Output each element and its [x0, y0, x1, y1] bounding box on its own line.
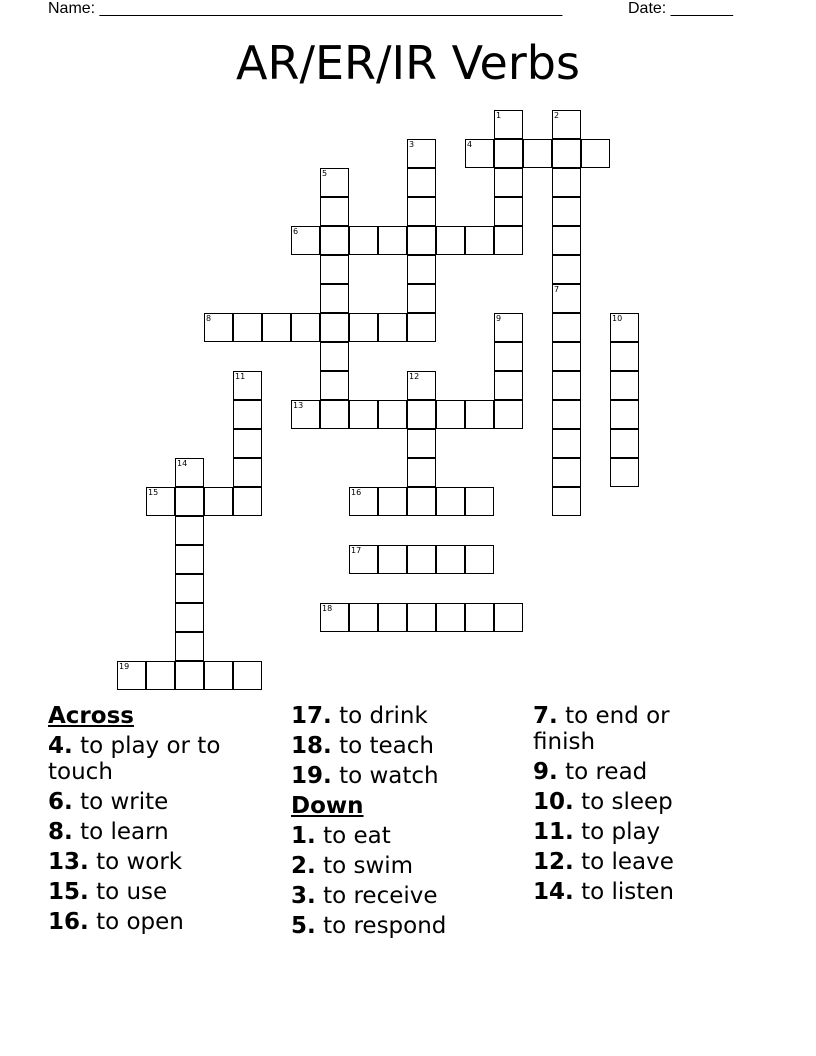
- grid-cell[interactable]: [494, 342, 523, 371]
- grid-cell[interactable]: [407, 545, 436, 574]
- grid-cell[interactable]: [465, 226, 494, 255]
- clue-item: [291, 853, 527, 879]
- clue-item: [533, 819, 703, 845]
- grid-cell[interactable]: [378, 545, 407, 574]
- clue-item: [48, 789, 276, 815]
- date-field: Date: _______: [628, 0, 733, 17]
- name-field: Name: ____________________________________________________: [48, 0, 563, 17]
- clue-column-3: [533, 703, 703, 909]
- cell-number: 12: [409, 372, 420, 381]
- clue-text: to eat: [323, 823, 391, 849]
- clue-text: to leave: [581, 849, 674, 875]
- grid-cell[interactable]: [436, 487, 465, 516]
- grid-cell[interactable]: [552, 429, 581, 458]
- clue-number: 3.: [291, 883, 316, 909]
- grid-cell[interactable]: [320, 371, 349, 400]
- grid-cell[interactable]: [233, 313, 262, 342]
- grid-cell[interactable]: [552, 226, 581, 255]
- grid-cell[interactable]: [494, 371, 523, 400]
- cell-number: 16: [351, 488, 362, 497]
- grid-cell[interactable]: [407, 168, 436, 197]
- clue-text: to read: [565, 759, 648, 785]
- grid-cell[interactable]: [349, 487, 378, 516]
- grid-cell[interactable]: [407, 400, 436, 429]
- cell-number: 13: [293, 401, 304, 410]
- clue-item: [291, 913, 527, 939]
- grid-cell[interactable]: [465, 487, 494, 516]
- grid-cell[interactable]: [465, 400, 494, 429]
- grid-cell[interactable]: [349, 545, 378, 574]
- cell-number: 17: [351, 546, 362, 555]
- clue-item: [533, 849, 703, 875]
- clue-item: [291, 823, 527, 849]
- clue-number: 15.: [48, 879, 89, 905]
- cell-number: 4: [467, 140, 473, 149]
- grid-cell[interactable]: [320, 168, 349, 197]
- grid-cell[interactable]: [204, 487, 233, 516]
- grid-cell[interactable]: [465, 139, 494, 168]
- clue-number: 10.: [533, 789, 574, 815]
- grid-cell[interactable]: [175, 632, 204, 661]
- clue-item: [533, 759, 703, 785]
- clue-number: 19.: [291, 763, 332, 789]
- clue-text: to end or finish: [533, 703, 670, 755]
- clue-item: [533, 879, 703, 905]
- grid-cell[interactable]: [378, 400, 407, 429]
- grid-cell[interactable]: [175, 545, 204, 574]
- grid-cell[interactable]: [552, 284, 581, 313]
- clue-text: to play or to touch: [48, 733, 221, 785]
- clue-text: to sleep: [581, 789, 673, 815]
- grid-cell[interactable]: [552, 400, 581, 429]
- cell-number: 19: [119, 662, 130, 671]
- cell-number: 7: [554, 285, 560, 294]
- grid-cell[interactable]: [552, 139, 581, 168]
- clue-text: to write: [80, 789, 169, 815]
- grid-cell[interactable]: [175, 603, 204, 632]
- clue-item: [533, 789, 703, 815]
- grid-cell[interactable]: [233, 487, 262, 516]
- cell-number: 6: [293, 227, 299, 236]
- grid-cell[interactable]: [320, 342, 349, 371]
- clue-number: 12.: [533, 849, 574, 875]
- grid-cell[interactable]: [407, 458, 436, 487]
- cell-number: 8: [206, 314, 212, 323]
- grid-cell[interactable]: [465, 603, 494, 632]
- page-title: AR/ER/IR Verbs: [236, 36, 580, 90]
- grid-cell[interactable]: [146, 661, 175, 690]
- grid-cell[interactable]: [233, 400, 262, 429]
- clue-item: [48, 819, 276, 845]
- grid-cell[interactable]: [320, 255, 349, 284]
- grid-cell[interactable]: [378, 313, 407, 342]
- cell-number: 14: [177, 459, 188, 468]
- cell-number: 5: [322, 169, 328, 178]
- grid-cell[interactable]: [494, 139, 523, 168]
- clue-text: to receive: [323, 883, 438, 909]
- grid-cell[interactable]: [436, 545, 465, 574]
- grid-cell[interactable]: [175, 458, 204, 487]
- grid-cell[interactable]: [349, 226, 378, 255]
- grid-cell[interactable]: [291, 313, 320, 342]
- grid-cell[interactable]: [494, 313, 523, 342]
- grid-cell[interactable]: [610, 342, 639, 371]
- grid-cell[interactable]: [581, 139, 610, 168]
- clue-column-1: [48, 703, 276, 939]
- grid-cell[interactable]: [494, 110, 523, 139]
- clue-number: 13.: [48, 849, 89, 875]
- grid-cell[interactable]: [494, 197, 523, 226]
- grid-cell[interactable]: [407, 255, 436, 284]
- clue-item: [48, 909, 276, 935]
- cell-number: 18: [322, 604, 333, 613]
- grid-cell[interactable]: [407, 603, 436, 632]
- clue-number: 1.: [291, 823, 316, 849]
- grid-cell[interactable]: [610, 371, 639, 400]
- clue-number: 16.: [48, 909, 89, 935]
- grid-cell[interactable]: [552, 110, 581, 139]
- clue-text: to drink: [339, 703, 428, 729]
- grid-cell[interactable]: [610, 458, 639, 487]
- clue-number: 17.: [291, 703, 332, 729]
- clue-number: 11.: [533, 819, 574, 845]
- cell-number: 9: [496, 314, 502, 323]
- clue-text: to watch: [339, 763, 439, 789]
- grid-cell[interactable]: [204, 661, 233, 690]
- grid-cell[interactable]: [494, 168, 523, 197]
- grid-cell[interactable]: [349, 400, 378, 429]
- clue-text: to work: [96, 849, 183, 875]
- clue-text: to respond: [323, 913, 447, 939]
- grid-cell[interactable]: [552, 168, 581, 197]
- grid-cell[interactable]: [610, 400, 639, 429]
- clue-number: 6.: [48, 789, 73, 815]
- clue-number: 2.: [291, 853, 316, 879]
- grid-cell[interactable]: [610, 313, 639, 342]
- cell-number: 2: [554, 111, 560, 120]
- grid-cell[interactable]: [407, 139, 436, 168]
- grid-cell[interactable]: [320, 197, 349, 226]
- clue-text: to teach: [339, 733, 434, 759]
- grid-cell[interactable]: [552, 255, 581, 284]
- clue-text: to open: [96, 909, 184, 935]
- clue-item: [48, 849, 276, 875]
- clue-number: 7.: [533, 703, 558, 729]
- grid-cell[interactable]: [233, 371, 262, 400]
- grid-cell[interactable]: [175, 516, 204, 545]
- clue-number: 9.: [533, 759, 558, 785]
- clue-number: 18.: [291, 733, 332, 759]
- clue-text: to play: [581, 819, 661, 845]
- grid-cell[interactable]: [552, 197, 581, 226]
- grid-cell[interactable]: [175, 487, 204, 516]
- grid-cell[interactable]: [407, 226, 436, 255]
- grid-cell[interactable]: [436, 226, 465, 255]
- cell-number: 3: [409, 140, 415, 149]
- grid-cell[interactable]: [320, 284, 349, 313]
- grid-cell[interactable]: [494, 400, 523, 429]
- clue-number: 14.: [533, 879, 574, 905]
- grid-cell[interactable]: [552, 487, 581, 516]
- down-heading: Down: [291, 793, 364, 819]
- grid-cell[interactable]: [407, 371, 436, 400]
- clue-text: to learn: [80, 819, 169, 845]
- cell-number: 11: [235, 372, 246, 381]
- grid-cell[interactable]: [349, 603, 378, 632]
- grid-cell[interactable]: [233, 661, 262, 690]
- clue-item: [48, 879, 276, 905]
- clue-text: to use: [96, 879, 168, 905]
- grid-cell[interactable]: [291, 400, 320, 429]
- grid-cell[interactable]: [465, 545, 494, 574]
- clue-item: [291, 703, 527, 729]
- grid-cell[interactable]: [233, 429, 262, 458]
- grid-cell[interactable]: [175, 574, 204, 603]
- grid-cell[interactable]: [523, 139, 552, 168]
- clue-column-2: [291, 703, 527, 943]
- grid-cell[interactable]: [320, 313, 349, 342]
- grid-cell[interactable]: [378, 487, 407, 516]
- clue-number: 4.: [48, 733, 73, 759]
- grid-cell[interactable]: [175, 661, 204, 690]
- grid-cell[interactable]: [407, 284, 436, 313]
- grid-cell[interactable]: [146, 487, 175, 516]
- grid-cell[interactable]: [552, 371, 581, 400]
- grid-cell[interactable]: [436, 603, 465, 632]
- clue-item: [291, 883, 527, 909]
- grid-cell[interactable]: [494, 603, 523, 632]
- cell-number: 15: [148, 488, 159, 497]
- clue-item: [291, 733, 527, 759]
- grid-cell[interactable]: [320, 400, 349, 429]
- grid-cell[interactable]: [378, 603, 407, 632]
- clue-item: [533, 703, 703, 755]
- grid-cell[interactable]: [407, 197, 436, 226]
- grid-cell[interactable]: [552, 342, 581, 371]
- grid-cell[interactable]: [552, 313, 581, 342]
- across-heading: Across: [48, 703, 134, 729]
- grid-cell[interactable]: [494, 226, 523, 255]
- cell-number: 10: [612, 314, 623, 323]
- clue-number: 5.: [291, 913, 316, 939]
- grid-cell[interactable]: [349, 313, 378, 342]
- clue-text: to swim: [323, 853, 414, 879]
- grid-cell[interactable]: [378, 226, 407, 255]
- grid-cell[interactable]: [436, 400, 465, 429]
- clue-item: [291, 763, 527, 789]
- grid-cell[interactable]: [204, 313, 233, 342]
- grid-cell[interactable]: [407, 487, 436, 516]
- grid-cell[interactable]: [552, 458, 581, 487]
- grid-cell[interactable]: [407, 313, 436, 342]
- grid-cell[interactable]: [291, 226, 320, 255]
- grid-cell[interactable]: [320, 226, 349, 255]
- grid-cell[interactable]: [117, 661, 146, 690]
- clue-number: 8.: [48, 819, 73, 845]
- clue-item: [48, 733, 276, 785]
- grid-cell[interactable]: [610, 429, 639, 458]
- clue-text: to listen: [581, 879, 674, 905]
- cell-number: 1: [496, 111, 502, 120]
- grid-cell[interactable]: [320, 603, 349, 632]
- grid-cell[interactable]: [262, 313, 291, 342]
- grid-cell[interactable]: [407, 429, 436, 458]
- grid-cell[interactable]: [233, 458, 262, 487]
